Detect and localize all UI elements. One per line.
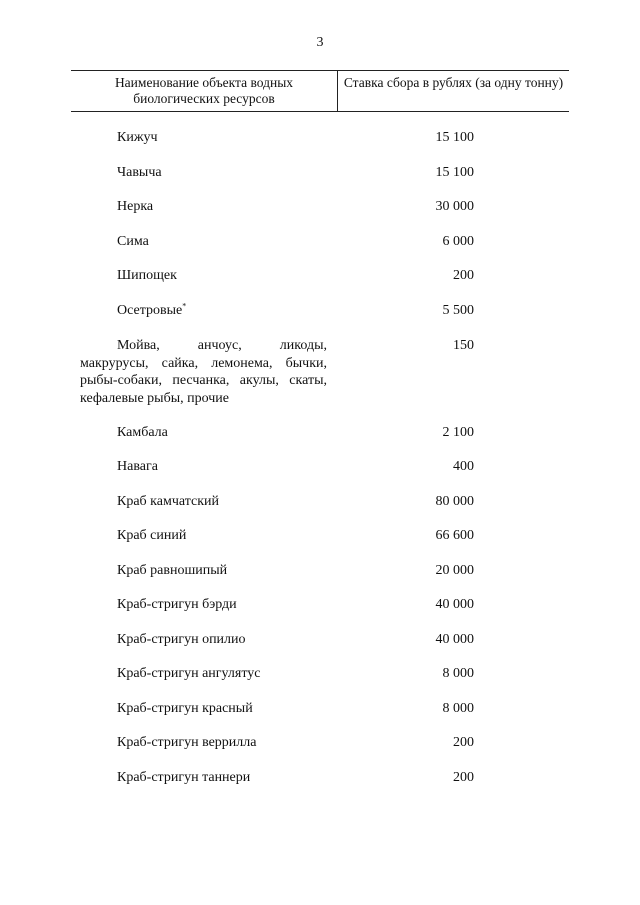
table-header	[71, 70, 569, 112]
row-rate: 2 100	[442, 425, 474, 440]
row-name: Краб-стригун опилио	[117, 632, 246, 647]
row-rate: 40 000	[435, 597, 474, 612]
row-rate: 5 500	[442, 303, 474, 318]
row-name: Камбала	[117, 425, 168, 440]
row-rate: 30 000	[435, 199, 474, 214]
column-header-name: Наименование объекта водных биологических ресурсов	[71, 71, 338, 111]
row-rate: 80 000	[435, 494, 474, 509]
row-rate: 200	[453, 268, 474, 283]
row-name: Навага	[117, 459, 158, 474]
column-header-rate: Ставка сбора в рублях (за одну тонну)	[343, 75, 564, 90]
page-number: 3	[316, 35, 324, 50]
row-name: Шипощек	[117, 268, 177, 283]
row-rate: 6 000	[442, 234, 474, 249]
row-name: Нерка	[117, 199, 154, 214]
row-rate: 400	[453, 459, 474, 474]
row-name: Краб камчатский	[117, 494, 220, 509]
row-rate: 15 100	[435, 130, 474, 145]
row-rate: 66 600	[435, 528, 474, 543]
row-rate: 200	[453, 770, 474, 785]
row-name: Краб-стригун веррилла	[117, 735, 257, 750]
row-name: Краб синий	[117, 528, 187, 543]
row-name: Краб-стригун ангулятус	[117, 666, 261, 681]
row-rate: 8 000	[442, 666, 474, 681]
row-name: Краб-стригун таннери	[117, 770, 251, 785]
row-name: Краб-стригун бэрди	[117, 597, 237, 612]
row-rate: 40 000	[435, 632, 474, 647]
row-name: Краб равношипый	[117, 563, 228, 578]
row-name	[117, 302, 186, 320]
row-rate: 20 000	[435, 563, 474, 578]
row-name: Краб-стригун красный	[117, 701, 253, 716]
footnote-mark: *	[182, 301, 187, 311]
row-name: Кижуч	[117, 130, 158, 145]
row-rate: 15 100	[435, 165, 474, 180]
row-rate: 8 000	[442, 701, 474, 716]
row-name: Чавыча	[117, 165, 162, 180]
row-name: Сима	[117, 234, 149, 249]
row-rate: 150	[453, 338, 474, 353]
row-name: Мойва, анчоус, ликоды, макрурусы, сайка, лемонема, бычки, рыбы-собаки, песчанка, акулы, скаты, кефалевые рыбы, прочие	[80, 338, 327, 406]
row-name-text: Осетровые	[117, 303, 183, 318]
row-rate: 200	[453, 735, 474, 750]
